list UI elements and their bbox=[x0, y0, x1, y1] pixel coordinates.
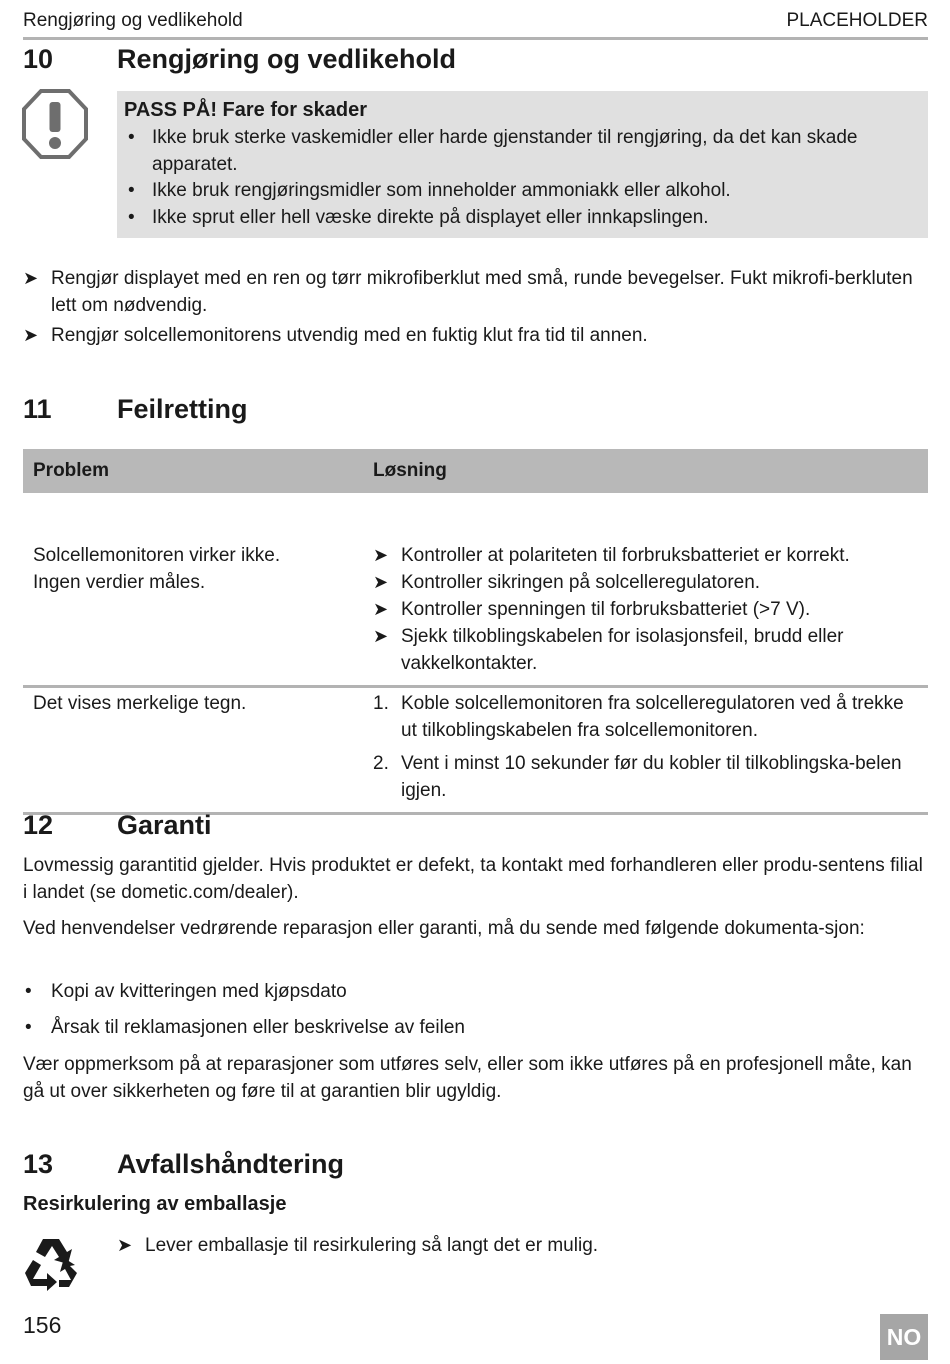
column-header-problem: Problem bbox=[23, 449, 363, 493]
disposal-steps bbox=[117, 1232, 928, 1259]
warranty-bullet: • Årsak til reklamasjonen eller beskrivelse av feilen bbox=[23, 1014, 928, 1041]
section-number: 11 bbox=[23, 394, 52, 424]
solution-cell bbox=[363, 493, 928, 687]
section-12-heading bbox=[23, 810, 212, 841]
solution-item: ➤ Kontroller sikringen på solcelleregulatoren. bbox=[373, 569, 918, 596]
table-header-row bbox=[23, 449, 928, 493]
section-number: 12 bbox=[23, 810, 54, 840]
solution-cell bbox=[363, 687, 928, 814]
solution-item: ➤ Kontroller at polariteten til forbruksbatteriet er korrekt. bbox=[373, 542, 918, 569]
running-head-left: Rengjøring og vedlikehold bbox=[23, 10, 243, 31]
solution-step: 2. Vent i minst 10 sekunder før du kobler til tilkoblingska-belen igjen. bbox=[373, 753, 902, 801]
column-header-solution: Løsning bbox=[363, 449, 928, 493]
disposal-step: ➤ Lever emballasje til resirkulering så langt det er mulig. bbox=[117, 1232, 928, 1259]
section-number: 10 bbox=[23, 44, 54, 74]
solution-step: 1. Koble solcellemonitoren fra solcelleregulatoren ved å trekke ut tilkoblingskabelen fra solcellemonitoren. bbox=[373, 693, 904, 741]
section-number: 13 bbox=[23, 1149, 54, 1179]
arrow-icon: ➤ bbox=[373, 626, 389, 646]
warranty-bullet: • Kopi av kvitteringen med kjøpsdato bbox=[23, 978, 928, 1005]
cleaning-steps bbox=[23, 265, 928, 349]
page-number: 156 bbox=[23, 1312, 62, 1338]
arrow-icon: ➤ bbox=[373, 599, 389, 619]
cleaning-step: ➤ Rengjør displayet med en ren og tørr mikrofiberklut med små, runde bevegelser. Fukt mikrofi-berkluten lett om nødvendig. bbox=[23, 265, 928, 319]
section-title: Feilretting bbox=[117, 394, 248, 424]
section-title: Garanti bbox=[117, 810, 212, 840]
arrow-icon: ➤ bbox=[117, 1235, 133, 1255]
solution-item: ➤ Sjekk tilkoblingskabelen for isolasjonsfeil, brudd eller vakkelkontakter. bbox=[373, 623, 918, 677]
section-10-heading bbox=[23, 44, 456, 75]
running-head bbox=[23, 8, 928, 40]
warning-box bbox=[117, 91, 928, 238]
table-row bbox=[23, 493, 928, 687]
solution-steps bbox=[373, 690, 918, 804]
table-row bbox=[23, 687, 928, 814]
warning-item: • Ikke bruk rengjøringsmidler som inneholder ammoniakk eller alkohol. bbox=[124, 178, 918, 205]
warning-title: PASS PÅ! Fare for skader bbox=[124, 99, 368, 121]
solution-item: ➤ Kontroller spenningen til forbruksbatteriet (>7 V). bbox=[373, 596, 918, 623]
arrow-icon: ➤ bbox=[373, 545, 389, 565]
problem-cell: Solcellemonitoren virker ikke. Ingen verdier måles. bbox=[23, 493, 363, 687]
running-head-right: PLACEHOLDER bbox=[786, 10, 928, 31]
warranty-paragraph: Lovmessig garantitid gjelder. Hvis produktet er defekt, ta kontakt med forhandleren eller produ-sentens filial i landet (se dometic.com/dealer). bbox=[23, 855, 923, 903]
warranty-paragraph: Vær oppmerksom på at reparasjoner som utføres selv, eller som ikke utføres på en profesjonell måte, kan gå ut over sikkerheten og føre til at garantien blir ugyldig. bbox=[23, 1054, 912, 1102]
arrow-icon: ➤ bbox=[23, 325, 39, 345]
section-13-heading bbox=[23, 1149, 344, 1180]
section-title: Avfallshåndtering bbox=[117, 1149, 345, 1179]
warning-octagon-icon bbox=[21, 88, 89, 160]
troubleshooting-table bbox=[23, 449, 928, 815]
language-tab: NO bbox=[880, 1314, 928, 1360]
solution-list bbox=[373, 542, 918, 677]
section-11-heading bbox=[23, 394, 248, 425]
cleaning-step: ➤ Rengjør solcellemonitorens utvendig med en fuktig klut fra tid til annen. bbox=[23, 322, 928, 349]
warranty-paragraph: Ved henvendelser vedrørende reparasjon eller garanti, må du sende med følgende dokumenta-sjon: bbox=[23, 918, 865, 939]
disposal-subheading: Resirkulering av emballasje bbox=[23, 1193, 287, 1215]
arrow-icon: ➤ bbox=[23, 268, 39, 288]
warning-item: • Ikke bruk sterke vaskemidler eller harde gjenstander til rengjøring, da det kan skade apparatet. bbox=[124, 125, 918, 178]
warning-list bbox=[124, 125, 918, 231]
arrow-icon: ➤ bbox=[373, 572, 389, 592]
section-title: Rengjøring og vedlikehold bbox=[117, 44, 457, 74]
problem-cell: Det vises merkelige tegn. bbox=[23, 687, 363, 814]
warning-item: • Ikke sprut eller hell væske direkte på displayet eller innkapslingen. bbox=[124, 205, 918, 232]
recycle-icon bbox=[21, 1235, 81, 1293]
